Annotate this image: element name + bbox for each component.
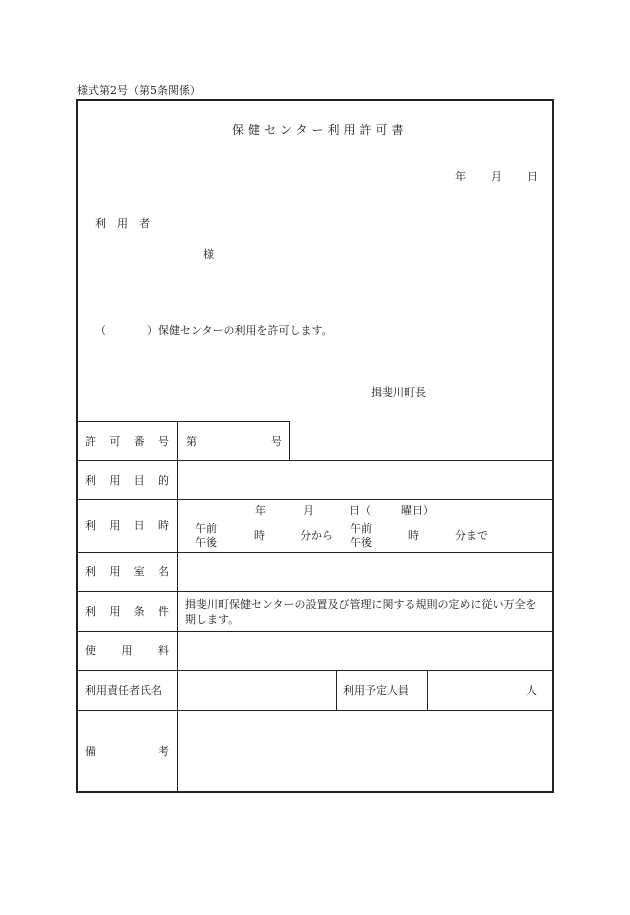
- form-id: 様式第2号（第5条関係）: [77, 84, 201, 97]
- datetime-ampm-1: 午前 午後: [195, 522, 217, 549]
- date-year: 年: [455, 170, 466, 183]
- permission-open-paren: （: [95, 324, 106, 337]
- row-line-5: [77, 631, 553, 632]
- datetime-from: 分から: [300, 529, 333, 542]
- label-purpose: 利 用 目 的: [85, 474, 169, 487]
- date-month: 月: [491, 170, 502, 183]
- row-line-7: [77, 710, 553, 711]
- row-line-1: [77, 460, 553, 461]
- datetime-year: 年: [255, 504, 266, 517]
- conditions-text: 揖斐川町保健センターの設置及び管理に関する規則の定めに従い万全を期します。: [185, 598, 537, 626]
- responsible-divider-1: [336, 670, 337, 710]
- permit-number-suffix: 号: [271, 435, 282, 448]
- expected-people-unit: 人: [526, 684, 537, 697]
- user-label: 利 用 者: [95, 217, 150, 230]
- row-line-6: [77, 670, 553, 671]
- responsible-divider-2: [427, 670, 428, 710]
- issuer: 揖斐川町長: [371, 386, 426, 399]
- label-conditions: 利 用 条 件: [85, 605, 169, 618]
- label-permit-number: 許 可 番 号: [85, 435, 169, 448]
- permit-box-right-line: [289, 421, 290, 460]
- datetime-weekday-close: 曜日）: [401, 504, 434, 517]
- label-fee: 使 用 料: [85, 644, 169, 657]
- datetime-hour-1: 時: [254, 529, 265, 542]
- datetime-ampm-2: 午前 午後: [350, 522, 372, 549]
- datetime-until: 分まで: [455, 529, 488, 542]
- label-datetime: 利 用 日 時: [85, 519, 169, 532]
- datetime-day-open: 日（: [349, 504, 371, 517]
- label-responsible: 利用責任者氏名: [85, 684, 162, 697]
- date-day: 日: [527, 170, 538, 183]
- label-expected-people: 利用予定人員: [343, 684, 409, 697]
- form-title: 保健センター利用許可書: [232, 123, 408, 137]
- label-room: 利 用 室 名: [85, 565, 169, 578]
- permit-box-top-line: [77, 421, 290, 422]
- label-remarks: 備 考: [85, 745, 169, 758]
- label-column-line: [177, 421, 178, 792]
- row-line-2: [77, 499, 553, 500]
- permit-number-prefix: 第: [186, 435, 197, 448]
- datetime-hour-2: 時: [408, 529, 419, 542]
- permission-text: ）保健センターの利用を許可します。: [147, 324, 333, 337]
- datetime-month: 月: [303, 504, 314, 517]
- row-line-4: [77, 591, 553, 592]
- honorific: 様: [203, 248, 214, 261]
- row-line-3: [77, 552, 553, 553]
